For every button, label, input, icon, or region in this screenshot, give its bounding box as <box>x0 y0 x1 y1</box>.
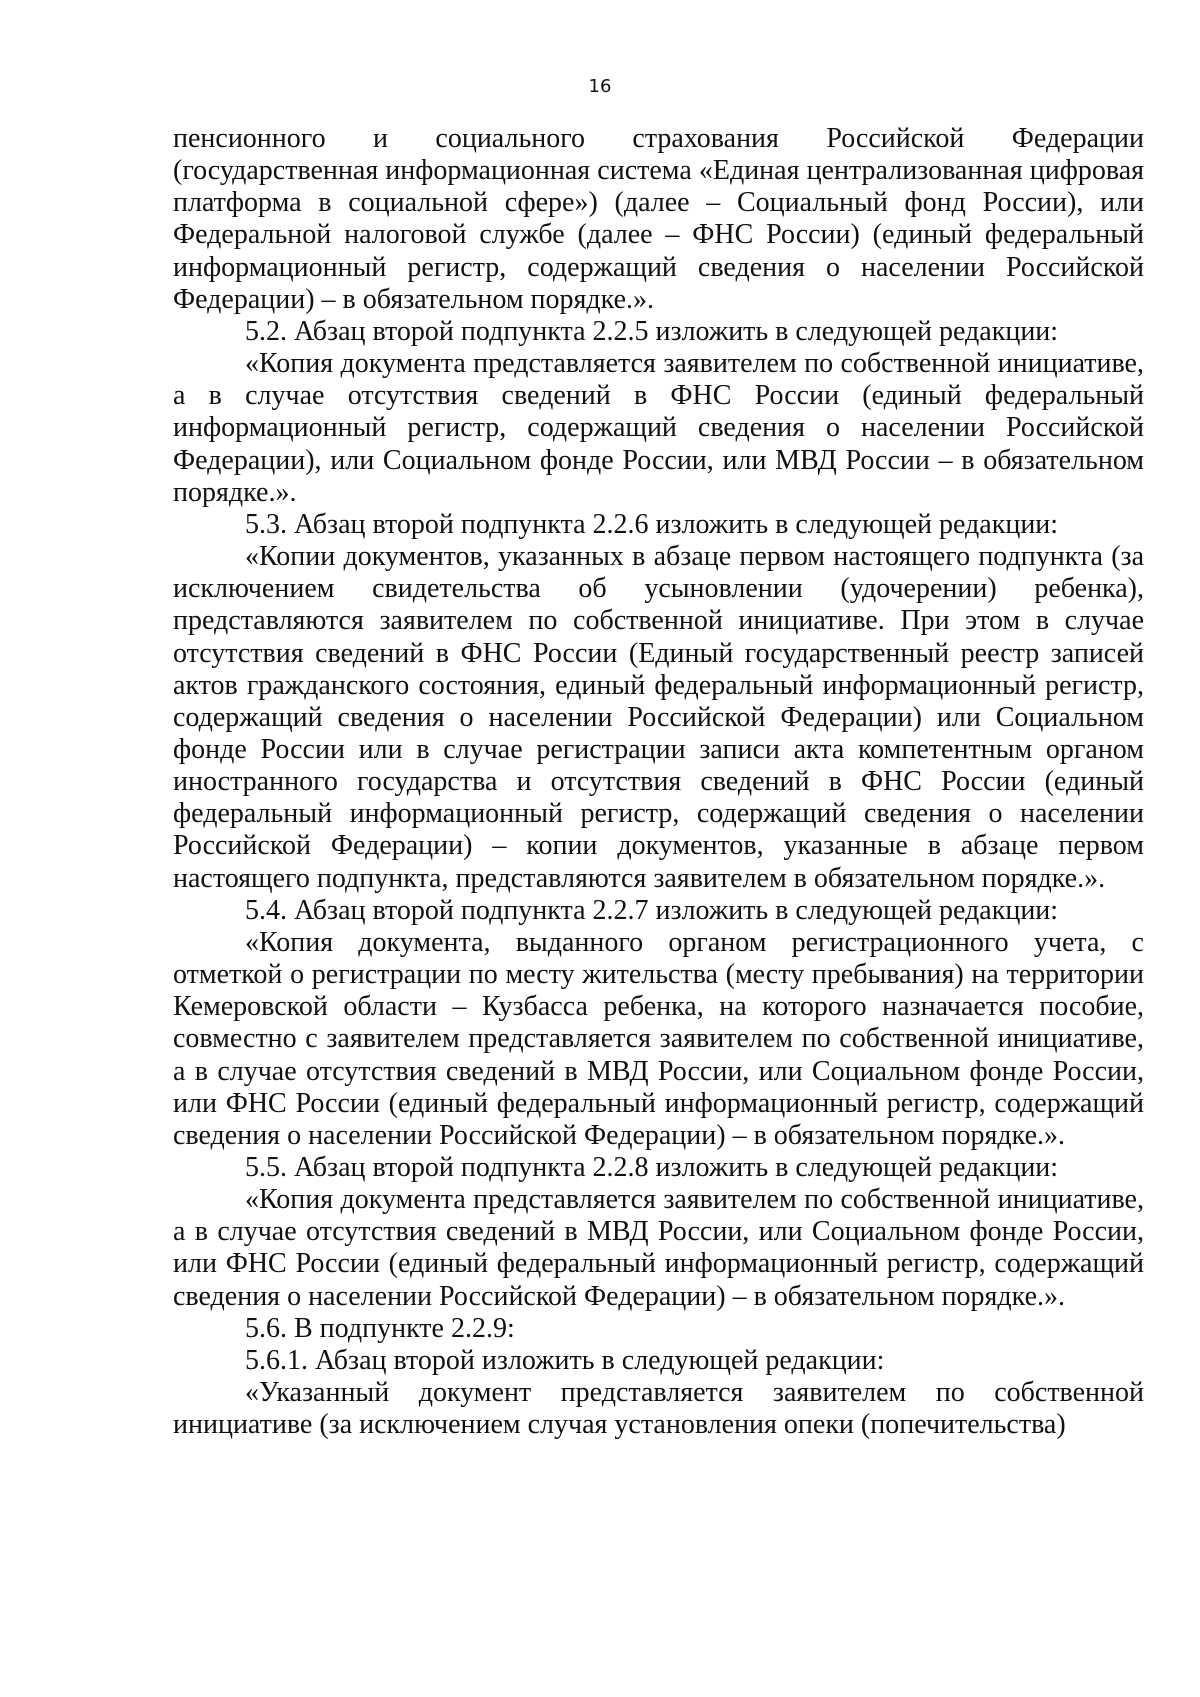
paragraph-5-6-heading: 5.6. В подпункте 2.2.9: <box>245 1312 515 1344</box>
paragraph-5-4-heading: 5.4. Абзац второй подпункта 2.2.7 изложить в следующей редакции: <box>245 894 1059 926</box>
paragraph-5-5-heading: 5.5. Абзац второй подпункта 2.2.8 изложить в следующей редакции: <box>245 1152 1059 1183</box>
paragraph-5-2-text: «Копия документа представляется заявителем по собственной инициативе, а в случае отсутствия сведений в ФНС России (единый федеральный информационный регистр, содержащий сведения о населении Российской Федерации), или Социальном фонде России, или МВД России – в обязательном порядке.». <box>173 348 1144 508</box>
page-number: 16 <box>588 76 612 97</box>
paragraph-5-6-1-heading: 5.6.1. Абзац второй изложить в следующей редакции: <box>245 1344 885 1376</box>
paragraph-5-2-heading: 5.2. Абзац второй подпункта 2.2.5 изложить в следующей редакции: <box>245 315 1059 347</box>
paragraph-5-4-text: «Копия документа, выданного органом регистрационного учета, с отметкой о регистрации по месту жительства (месту пребывания) на территории Кемеровской области – Кузбасса ребенка, на которого назначается пособие, совместно с заявителем представляется заявителем по собственной инициативе, а в случае отсутствия сведений в МВД России, или Социальном фонде России, или ФНС России (единый федеральный информационный регистр, содержащий сведения о населении Российской Федерации) – в обязательном порядке.». <box>173 926 1144 1151</box>
paragraph-5-3-heading: 5.3. Абзац второй подпункта 2.2.6 изложить в следующей редакции: <box>245 508 1059 540</box>
document-body <box>173 123 1144 1441</box>
paragraph-continuation: пенсионного и социального страхования Российской Федерации (государственная информационная система «Единая централизованная цифровая платформа в социальной сфере») (далее – Социальный фонд России), или Федеральной налоговой службе (далее – ФНС России) (единый федеральный информационный регистр, содержащий сведения о населении Российской Федерации) – в обязательном порядке.». <box>173 123 1144 315</box>
paragraph-5-6-1-text: «Указанный документ представляется заявителем по собственной инициативе (за исключением случая установления опеки (попечительства) <box>173 1377 1144 1441</box>
paragraph-5-5-text: «Копия документа представляется заявителем по собственной инициативе, а в случае отсутствия сведений в МВД России, или Социальном фонде России, или ФНС России (единый федеральный информационный регистр, содержащий сведения о населении Российской Федерации) – в обязательном порядке.». <box>173 1184 1144 1312</box>
paragraph-5-3-text: «Копии документов, указанных в абзаце первом настоящего подпункта (за исключением свидетельства об усыновлении (удочерении) ребенка), представляются заявителем по собственной инициативе. При этом в случае отсутствия сведений в ФНС России (Единый государственный реестр записей актов гражданского состояния, единый федеральный информационный регистр, содержащий сведения о населении Российской Федерации) или Социальном фонде России или в случае регистрации записи акта компетентным органом иностранного государства и отсутствия сведений в ФНС России (единый федеральный информационный регистр, содержащий сведения о населении Российской Федерации) – копии документов, указанные в абзаце первом настоящего подпункта, представляются заявителем в обязательном порядке.». <box>173 541 1144 894</box>
